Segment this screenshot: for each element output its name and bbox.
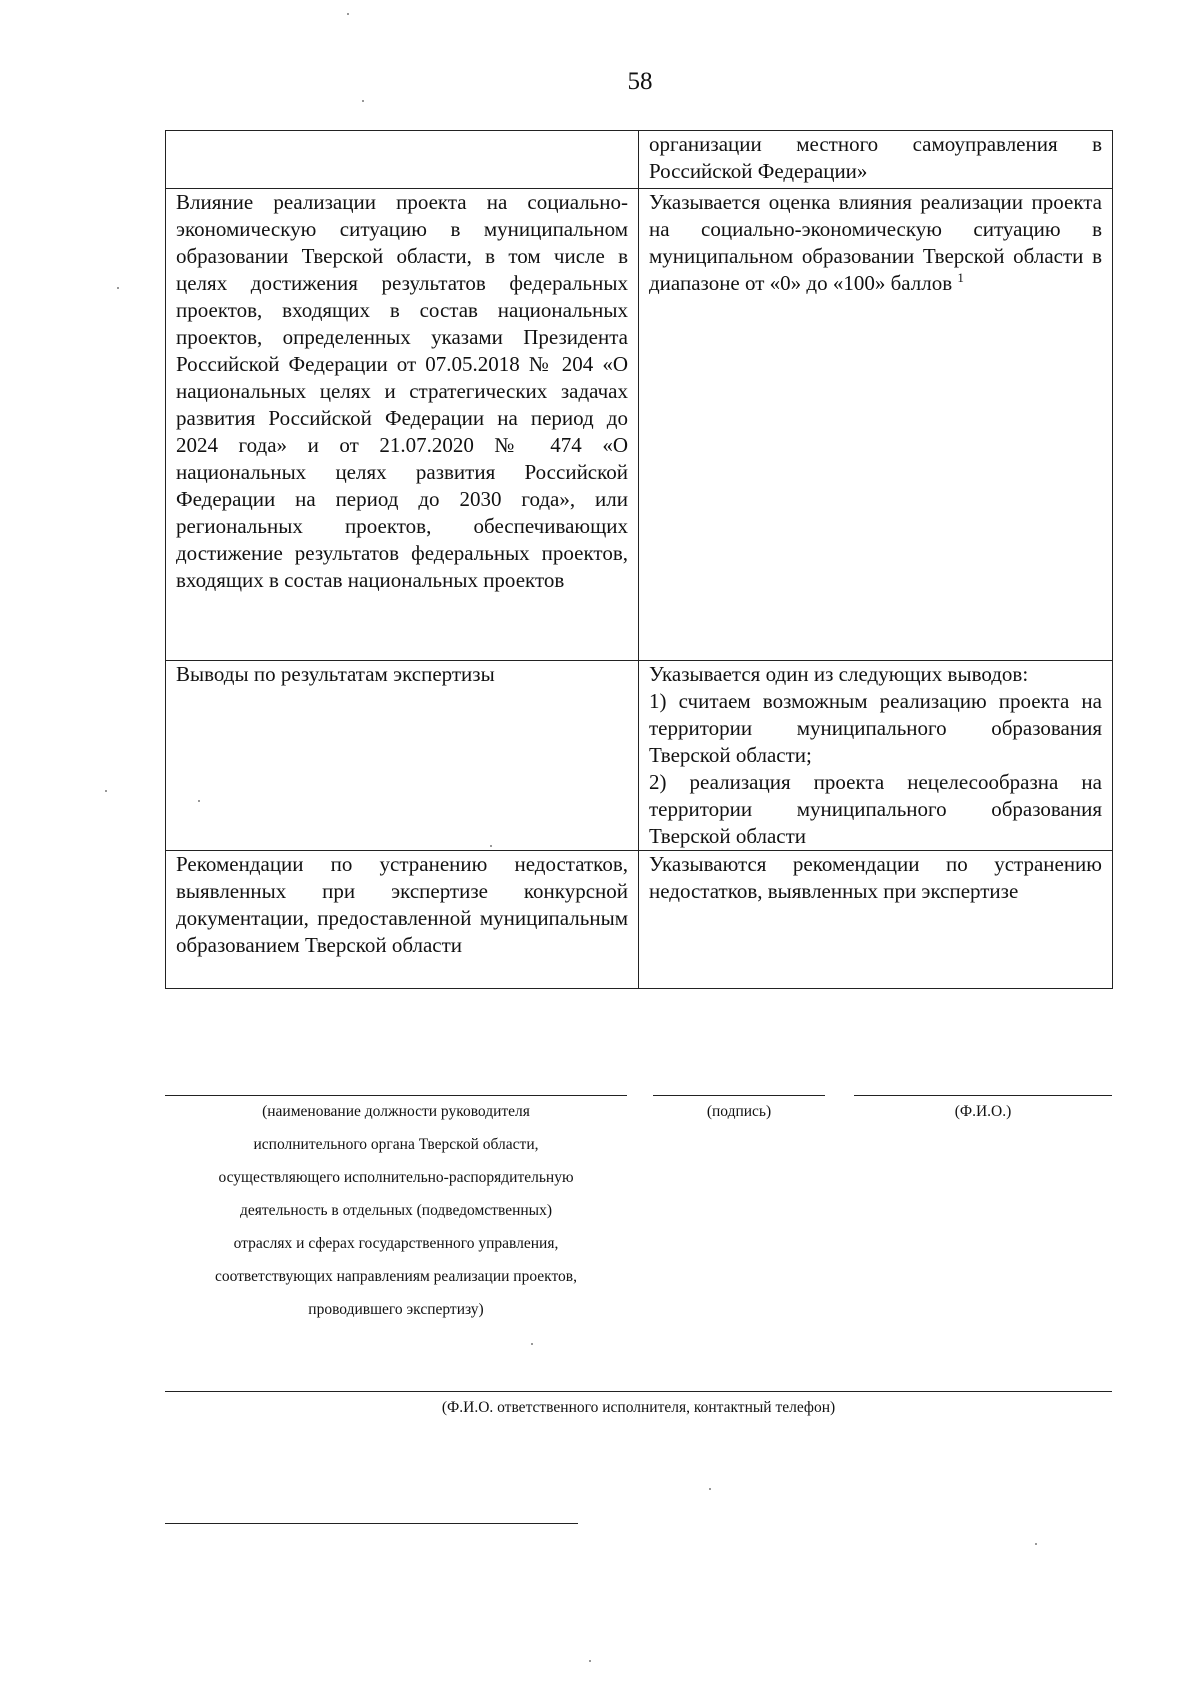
cell-text: Указываются рекомендации по устранению недостатков, выявленных при экспертизе [649,852,1102,903]
conclusion-option-1: 1) считаем возможным реализацию проекта на территории муниципального образования Тверской области; [649,689,1102,767]
position-label-line: деятельность в отдельных (подведомственных) [240,1202,552,1219]
scan-speck [531,1343,533,1345]
footnote-separator-line [165,1523,578,1524]
scan-speck [1035,1543,1037,1545]
position-label [165,1095,627,1326]
table-cell-right [639,131,1113,189]
conclusions-intro: Указывается один из следующих выводов: [649,662,1029,686]
page-number: 58 [627,68,653,95]
scan-speck [347,13,349,15]
position-label-line: отраслях и сферах государственного управления, [233,1235,559,1252]
scan-speck [117,287,119,289]
table-cell-right [639,851,1113,989]
table-row [166,661,1113,851]
cell-text: организации местного самоуправления в Российской Федерации» [649,132,1102,183]
footnote-marker: 1 [957,270,964,285]
scan-speck [198,800,200,802]
scan-speck [589,1660,591,1662]
position-label-line: исполнительного органа Тверской области, [253,1136,539,1153]
name-label: (Ф.И.О.) [954,1103,1012,1120]
scan-speck [709,1488,711,1490]
scan-speck [490,845,492,847]
position-label-line: (наименование должности руководителя [262,1103,530,1120]
table-row [166,131,1113,189]
position-label-line: осуществляющего исполнительно-распорядительную [218,1169,574,1186]
conclusion-option-2: 2) реализация проекта нецелесообразна на территории муниципального образования Тверской области [649,770,1102,848]
table-cell-right [639,661,1113,851]
cell-text: Указывается оценка влияния реализации проекта на социально-экономическую ситуацию в муниципальном образовании Тверской области в диапазоне от «0» до «100» баллов [649,190,1102,295]
table-row [166,851,1113,989]
table-cell-left [166,131,639,189]
position-label-line: соответствующих направлениям реализации проектов, [214,1268,577,1285]
table-cell-left: Влияние реализации проекта на социально-экономическую ситуацию в муниципальном образовании Тверской области, в том числе в целях достижения результатов федеральных проектов, входящих в состав национальных проектов, определенных указами Президента Российской Федерации от 07.05.2018 № 204 «О национальных целях и стратегических задачах развития Российской Федерации на период до 2024 года» и от 21.07.2020 № 474 «О национальных целях развития Российской Федерации на период до 2030 года», или региональных проектов, обеспечивающих достижение результатов федеральных проектов, входящих в состав национальных проектов [166,189,639,661]
table-cell-left: Рекомендации по устранению недостатков, выявленных при экспертизе конкурсной документации, предоставленной муниципальным образованием Тверской области [166,851,639,989]
expertise-table [165,130,1113,989]
table-cell-left: Выводы по результатам экспертизы [166,661,639,851]
scan-speck [362,100,364,102]
table-row [166,189,1113,661]
position-label-line: проводившего экспертизу) [308,1301,484,1318]
table-cell-right [639,189,1113,661]
scan-speck [105,790,107,792]
signature-label: (подпись) [706,1103,772,1120]
executor-label: (Ф.И.О. ответственного исполнителя, контактный телефон) [441,1399,836,1416]
